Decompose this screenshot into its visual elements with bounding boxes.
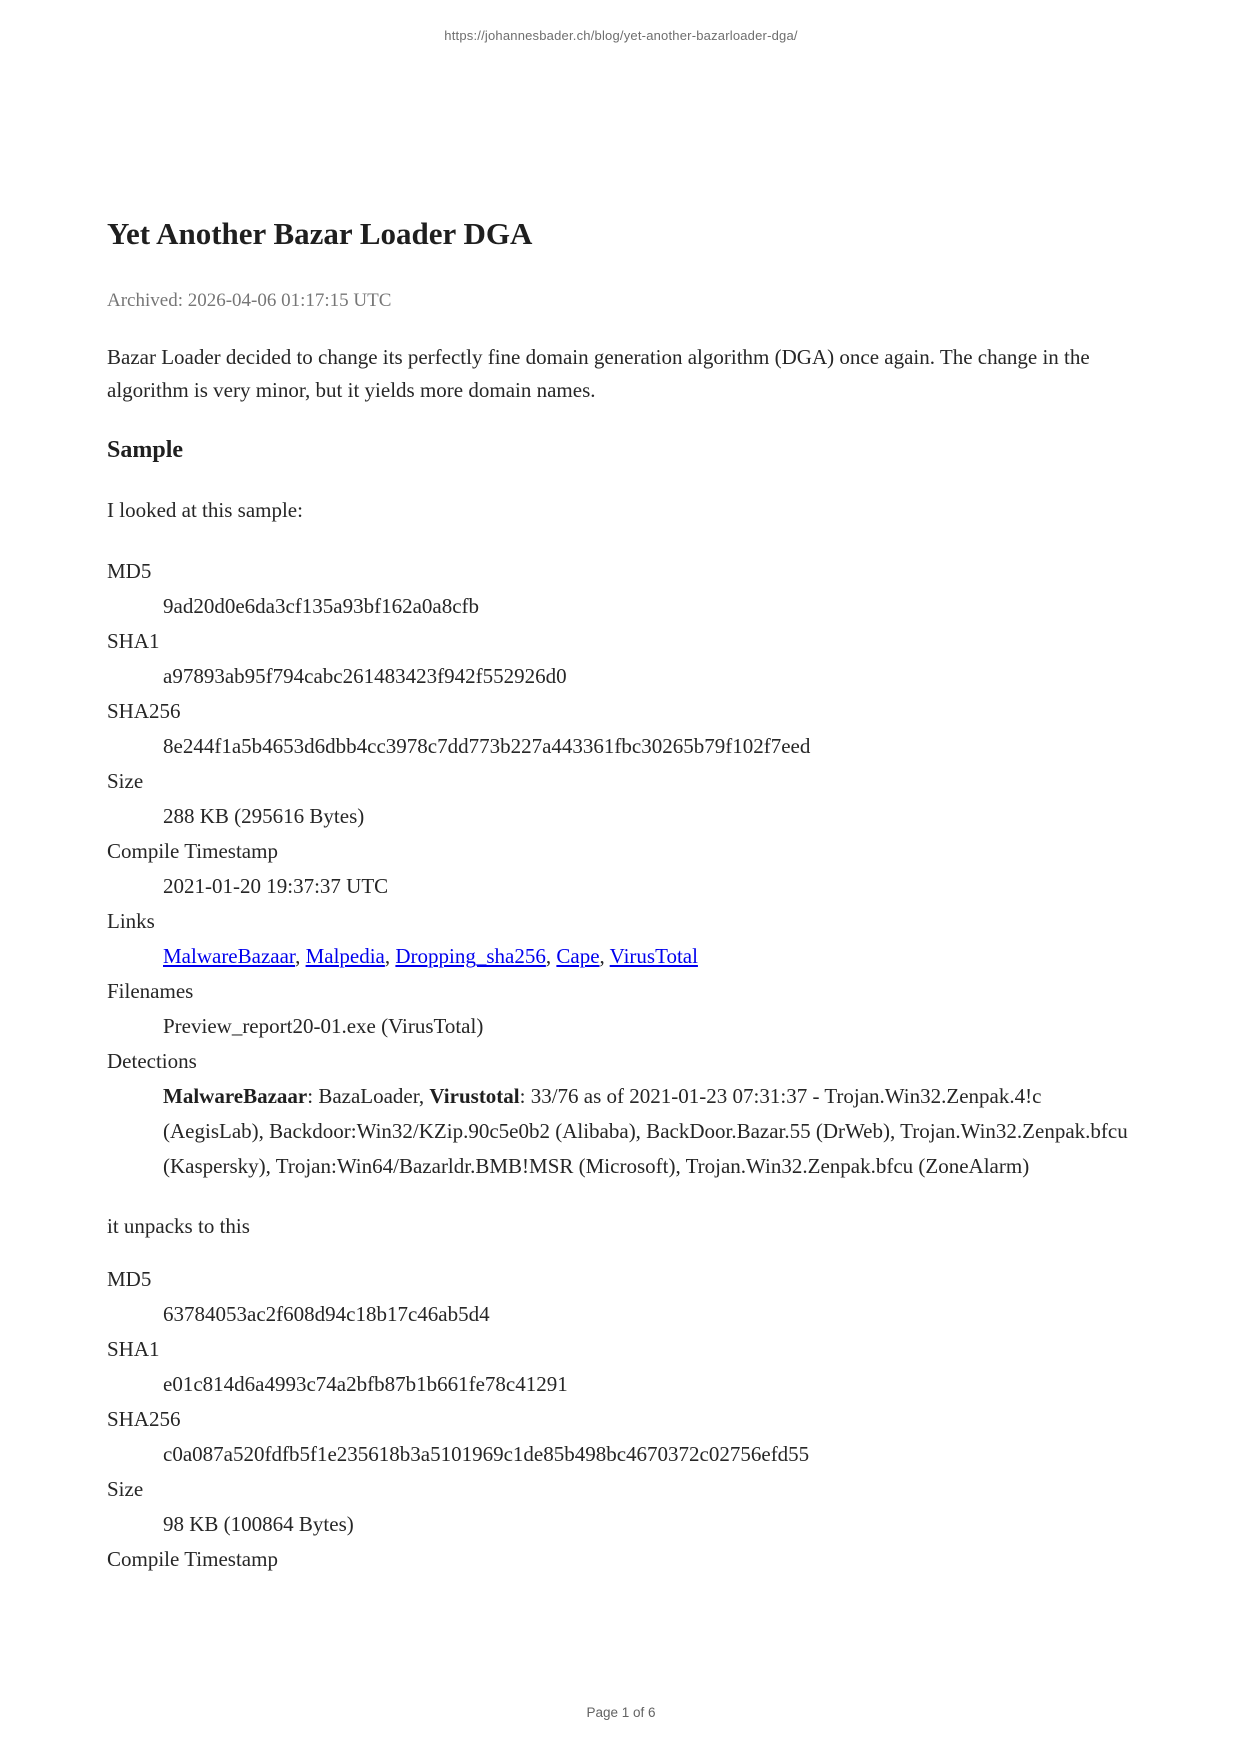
- detections-value: [163, 1079, 1137, 1184]
- compile-timestamp-value: 2021-01-20 19:37:37 UTC: [163, 874, 389, 898]
- link-separator: ,: [545, 944, 552, 968]
- malpedia-link[interactable]: Malpedia: [305, 944, 385, 968]
- size-value: 288 KB (295616 Bytes): [163, 804, 365, 828]
- links-term: Links: [107, 909, 155, 933]
- detections-text-part1: : BazaLoader,: [307, 1084, 430, 1108]
- sample1-properties-list: [107, 554, 1137, 1184]
- virustotal-link[interactable]: VirusTotal: [609, 944, 698, 968]
- archived-timestamp: Archived: 2026-04-06 01:17:15 UTC: [107, 290, 392, 311]
- sha256-term: SHA256: [107, 1407, 181, 1431]
- link-separator: ,: [384, 944, 391, 968]
- intro-paragraph: Bazar Loader decided to change its perfectly fine domain generation algorithm (DGA) once again. The change in the algorithm is very minor, but it yields more domain names.: [107, 345, 1090, 402]
- detections-vendor-virustotal: Virustotal: [429, 1084, 520, 1108]
- size-value: 98 KB (100864 Bytes): [163, 1512, 354, 1536]
- link-separator: ,: [599, 944, 605, 968]
- malwarebazaar-link[interactable]: MalwareBazaar: [163, 944, 296, 968]
- dropping-sha256-link[interactable]: Dropping_sha256: [395, 944, 546, 968]
- detections-vendor-malwarebazaar: MalwareBazaar: [163, 1084, 308, 1108]
- size-term: Size: [107, 769, 144, 793]
- page-number-indicator: Page 1 of 6: [586, 1705, 656, 1720]
- links-value: [163, 939, 1137, 974]
- md5-value: 9ad20d0e6da3cf135a93bf162a0a8cfb: [163, 594, 480, 618]
- unpack-intro-text: it unpacks to this: [107, 1214, 250, 1238]
- sample-intro-text: I looked at this sample:: [107, 498, 303, 522]
- sample2-properties-list: [107, 1262, 1137, 1577]
- sha1-term: SHA1: [107, 1337, 160, 1361]
- filenames-term: Filenames: [107, 979, 194, 1003]
- sha1-value: a97893ab95f794cabc261483423f942f552926d0: [163, 664, 567, 688]
- compile-timestamp-term: Compile Timestamp: [107, 839, 278, 863]
- md5-value: 63784053ac2f608d94c18b17c46ab5d4: [163, 1302, 490, 1326]
- detections-term: Detections: [107, 1049, 197, 1073]
- article-content: [107, 0, 1137, 1577]
- page-title: Yet Another Bazar Loader DGA: [107, 216, 533, 251]
- link-separator: ,: [295, 944, 301, 968]
- sha256-value: c0a087a520fdfb5f1e235618b3a5101969c1de85b498bc4670372c02756efd55: [163, 1442, 810, 1466]
- detections-text-part2: : 33/76 as of 2021-01-23 07:31:37 - Trojan.Win32.Zenpak.4!c (AegisLab), Backdoor:Win32/KZip.90c5e0b2 (Alibaba), BackDoor.Bazar.55 (DrWeb), Trojan.Win32.Zenpak.bfcu (Kaspersky), Trojan:Win64/Bazarldr.BMB!MSR (Microsoft), Trojan.Win32.Zenpak.bfcu (ZoneAlarm): [163, 1084, 1128, 1178]
- sample-section-heading: Sample: [107, 437, 184, 463]
- compile-timestamp-term: Compile Timestamp: [107, 1547, 278, 1571]
- cape-link[interactable]: Cape: [556, 944, 600, 968]
- sha1-value: e01c814d6a4993c74a2bfb87b1b661fe78c41291: [163, 1372, 568, 1396]
- md5-term: MD5: [107, 1267, 152, 1291]
- md5-term: MD5: [107, 559, 152, 583]
- size-term: Size: [107, 1477, 144, 1501]
- filenames-value: Preview_report20-01.exe (VirusTotal): [163, 1014, 484, 1038]
- sha256-value: 8e244f1a5b4653d6dbb4cc3978c7dd773b227a443361fbc30265b79f102f7eed: [163, 734, 811, 758]
- print-header-url: https://johannesbader.ch/blog/yet-another-bazarloader-dga/: [444, 28, 798, 43]
- sha256-term: SHA256: [107, 699, 181, 723]
- sha1-term: SHA1: [107, 629, 160, 653]
